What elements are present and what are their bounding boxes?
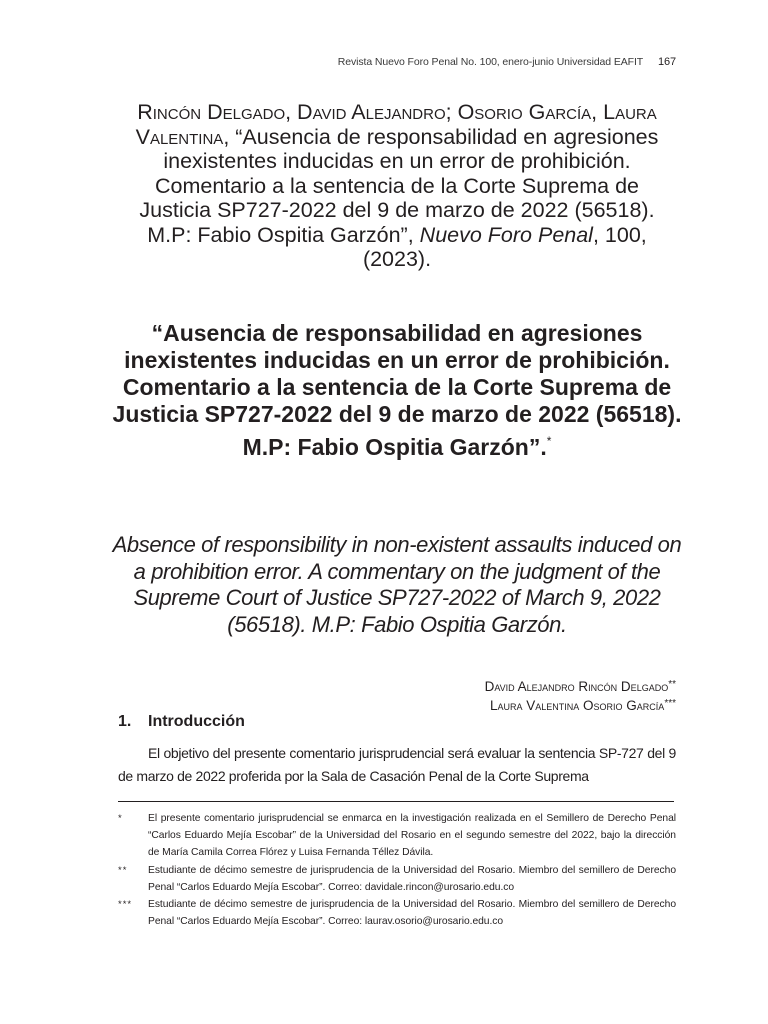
citation-authors: Rincón Delgado, David Alejandro; Osorio García, Laura Valentina (135, 100, 657, 149)
journal-header: Revista Nuevo Foro Penal No. 100, enero-junio Universidad EAFIT (337, 56, 644, 68)
title-footnote-mark: * (546, 434, 552, 448)
footnote-text: Estudiante de décimo semestre de jurisprudencia de la Universidad del Rosario. Miembro del semillero de Derecho Penal “Carlos Eduardo Mejía Escobar”. Correo: davidale.rincon@urosario.edu.co (148, 864, 676, 893)
author-line (276, 676, 676, 695)
footnote-text: Estudiante de décimo semestre de jurisprudencia de la Universidad del Rosario. Miembro del semillero de Derecho Penal “Carlos Eduardo Mejía Escobar”. Correo: laurav.osorio@urosario.edu.co (148, 899, 676, 928)
author-line (276, 695, 676, 714)
article-title-english: Absence of responsibility in non-existent assaults induced on a prohibition error. A commentary on the judgment of the Supreme Court of Justice SP727-2022 of March 9, 2022 (56518). M.P: Fabio Ospitia Garzón. (112, 532, 682, 637)
article-title-spanish (112, 320, 682, 461)
author-footnote-mark: *** (664, 698, 676, 709)
section-heading (118, 713, 245, 731)
footnote (118, 862, 676, 896)
author-name: Laura Valentina Osorio García (490, 698, 665, 713)
author-list (276, 676, 676, 714)
author-footnote-mark: ** (668, 679, 676, 690)
citation-block (118, 100, 676, 272)
footnotes (118, 810, 676, 930)
body-paragraph: El objetivo del presente comentario jurisprudencial será evaluar la sentencia SP-727 del 9 de marzo de 2022 proferida por la Sala de Casación Penal de la Corte Suprema (118, 745, 676, 784)
citation-tail: , 100, (2023). (362, 222, 647, 271)
citation-title: , “Ausencia de responsabilidad en agresiones inexistentes inducidas en un error de prohibición. Comentario a la sentencia de la Corte Suprema de Justicia SP727-2022 del 9 de marzo de 2022 (56518). M.P: Fabio Ospitia Garzón”, (139, 124, 659, 247)
footnote-mark: ** (118, 864, 128, 876)
footnote-divider (118, 801, 674, 802)
footnote-mark: *** (118, 899, 133, 911)
author-name: David Alejandro Rincón Delgado (484, 679, 669, 694)
footnote (118, 810, 676, 862)
footnote-mark: * (118, 813, 123, 824)
footnote (118, 896, 676, 930)
title-es-text: “Ausencia de responsabilidad en agresiones inexistentes inducidas en un error de prohibición. Comentario a la sentencia de la Corte Suprema de Justicia SP727-2022 del 9 de marzo de 2022 (56518). M.P: Fabio Ospitia Garzón”. (112, 320, 682, 460)
section-title: Introducción (148, 713, 245, 730)
running-head (0, 56, 676, 68)
citation-journal: Nuevo Foro Penal (419, 222, 593, 247)
footnote-text: El presente comentario jurisprudencial se enmarca en la investigación realizada en el Semillero de Derecho Penal “Carlos Eduardo Mejía Escobar” de la Universidad del Rosario en el segundo semestre del 2022, bajo la dirección de María Camila Correa Flórez y Luisa Fernanda Téllez Dávila. (148, 813, 676, 859)
page-number: 167 (657, 56, 676, 68)
section-number: 1. (118, 713, 132, 730)
